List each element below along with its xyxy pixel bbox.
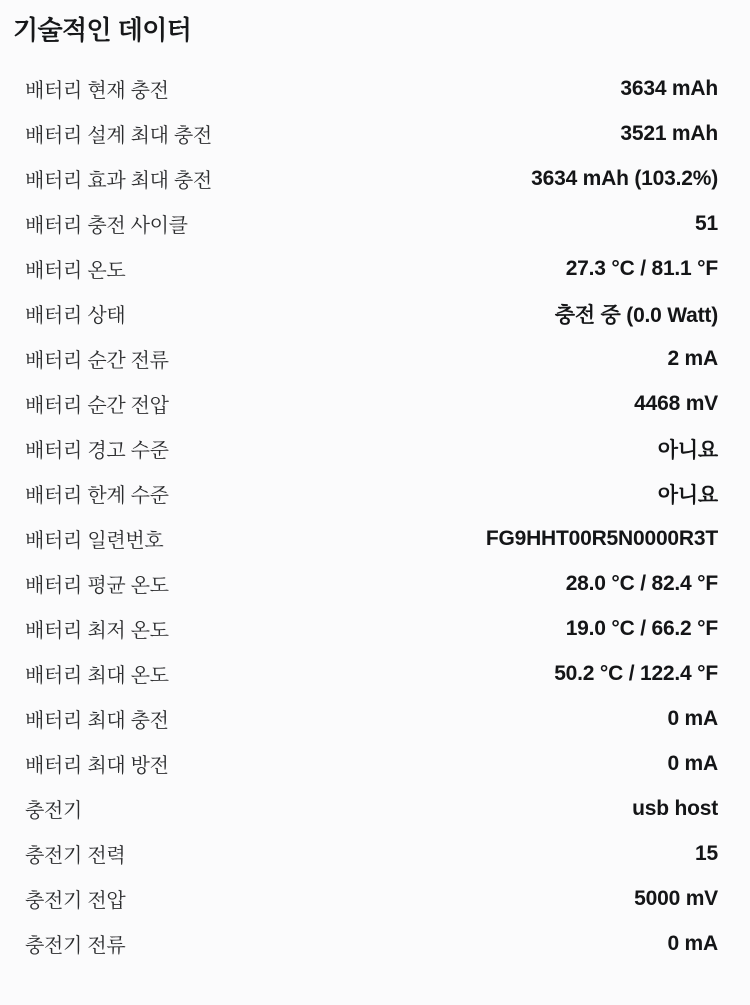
technical-data-list xyxy=(0,66,750,966)
row-label: 충전기 전압 xyxy=(25,890,126,912)
row-value: 3521 mAh xyxy=(620,121,718,145)
page-title: 기술적인 데이터 xyxy=(13,15,192,45)
row-value: 4468 mV xyxy=(634,391,718,415)
row-label: 충전기 xyxy=(25,800,83,822)
row-label: 배터리 설계 최대 충전 xyxy=(25,125,212,147)
row-label: 배터리 효과 최대 충전 xyxy=(25,170,212,192)
row-label: 충전기 전력 xyxy=(25,845,126,867)
row-value: 51 xyxy=(695,211,718,235)
row-label: 충전기 전류 xyxy=(25,935,126,957)
table-row xyxy=(0,606,750,651)
row-value: 0 mA xyxy=(667,751,718,775)
row-value: 3634 mAh (103.2%) xyxy=(531,166,718,190)
table-row xyxy=(0,696,750,741)
row-label: 배터리 순간 전압 xyxy=(25,395,169,417)
row-label: 배터리 현재 충전 xyxy=(25,80,169,102)
table-row xyxy=(0,156,750,201)
table-row xyxy=(0,111,750,156)
row-value: 충전 중 (0.0 Watt) xyxy=(554,303,718,327)
row-label: 배터리 최대 충전 xyxy=(25,710,169,732)
row-value: 5000 mV xyxy=(634,886,718,910)
row-value: 28.0 °C / 82.4 °F xyxy=(565,571,718,595)
table-row xyxy=(0,876,750,921)
row-label: 배터리 최저 온도 xyxy=(25,620,169,642)
row-label: 배터리 순간 전류 xyxy=(25,350,169,372)
table-row xyxy=(0,291,750,336)
table-row xyxy=(0,831,750,876)
row-label: 배터리 최대 온도 xyxy=(25,665,169,687)
row-label: 배터리 충전 사이클 xyxy=(25,215,188,237)
row-value: FG9HHT00R5N0000R3T xyxy=(485,526,718,550)
table-row xyxy=(0,921,750,966)
row-label: 배터리 일련번호 xyxy=(25,530,164,552)
row-value: 27.3 °C / 81.1 °F xyxy=(565,256,718,280)
row-value: 15 xyxy=(695,841,718,865)
row-label: 배터리 상태 xyxy=(25,305,126,327)
table-row xyxy=(0,516,750,561)
row-label: 배터리 온도 xyxy=(25,260,126,282)
row-label: 배터리 최대 방전 xyxy=(25,755,169,777)
row-label: 배터리 평균 온도 xyxy=(25,575,169,597)
row-value: 0 mA xyxy=(667,931,718,955)
table-row xyxy=(0,66,750,111)
table-row xyxy=(0,246,750,291)
table-row xyxy=(0,561,750,606)
row-value: 아니요 xyxy=(657,483,718,507)
row-value: usb host xyxy=(632,796,718,820)
row-value: 2 mA xyxy=(667,346,718,370)
row-label: 배터리 한계 수준 xyxy=(25,485,169,507)
row-value: 0 mA xyxy=(667,706,718,730)
table-row xyxy=(0,741,750,786)
row-value: 아니요 xyxy=(657,438,718,462)
table-row xyxy=(0,201,750,246)
row-value: 3634 mAh xyxy=(620,76,718,100)
table-row xyxy=(0,786,750,831)
row-label: 배터리 경고 수준 xyxy=(25,440,169,462)
table-row xyxy=(0,426,750,471)
table-row xyxy=(0,381,750,426)
table-row xyxy=(0,471,750,516)
row-value: 50.2 °C / 122.4 °F xyxy=(554,661,718,685)
table-row xyxy=(0,336,750,381)
table-row xyxy=(0,651,750,696)
row-value: 19.0 °C / 66.2 °F xyxy=(565,616,718,640)
